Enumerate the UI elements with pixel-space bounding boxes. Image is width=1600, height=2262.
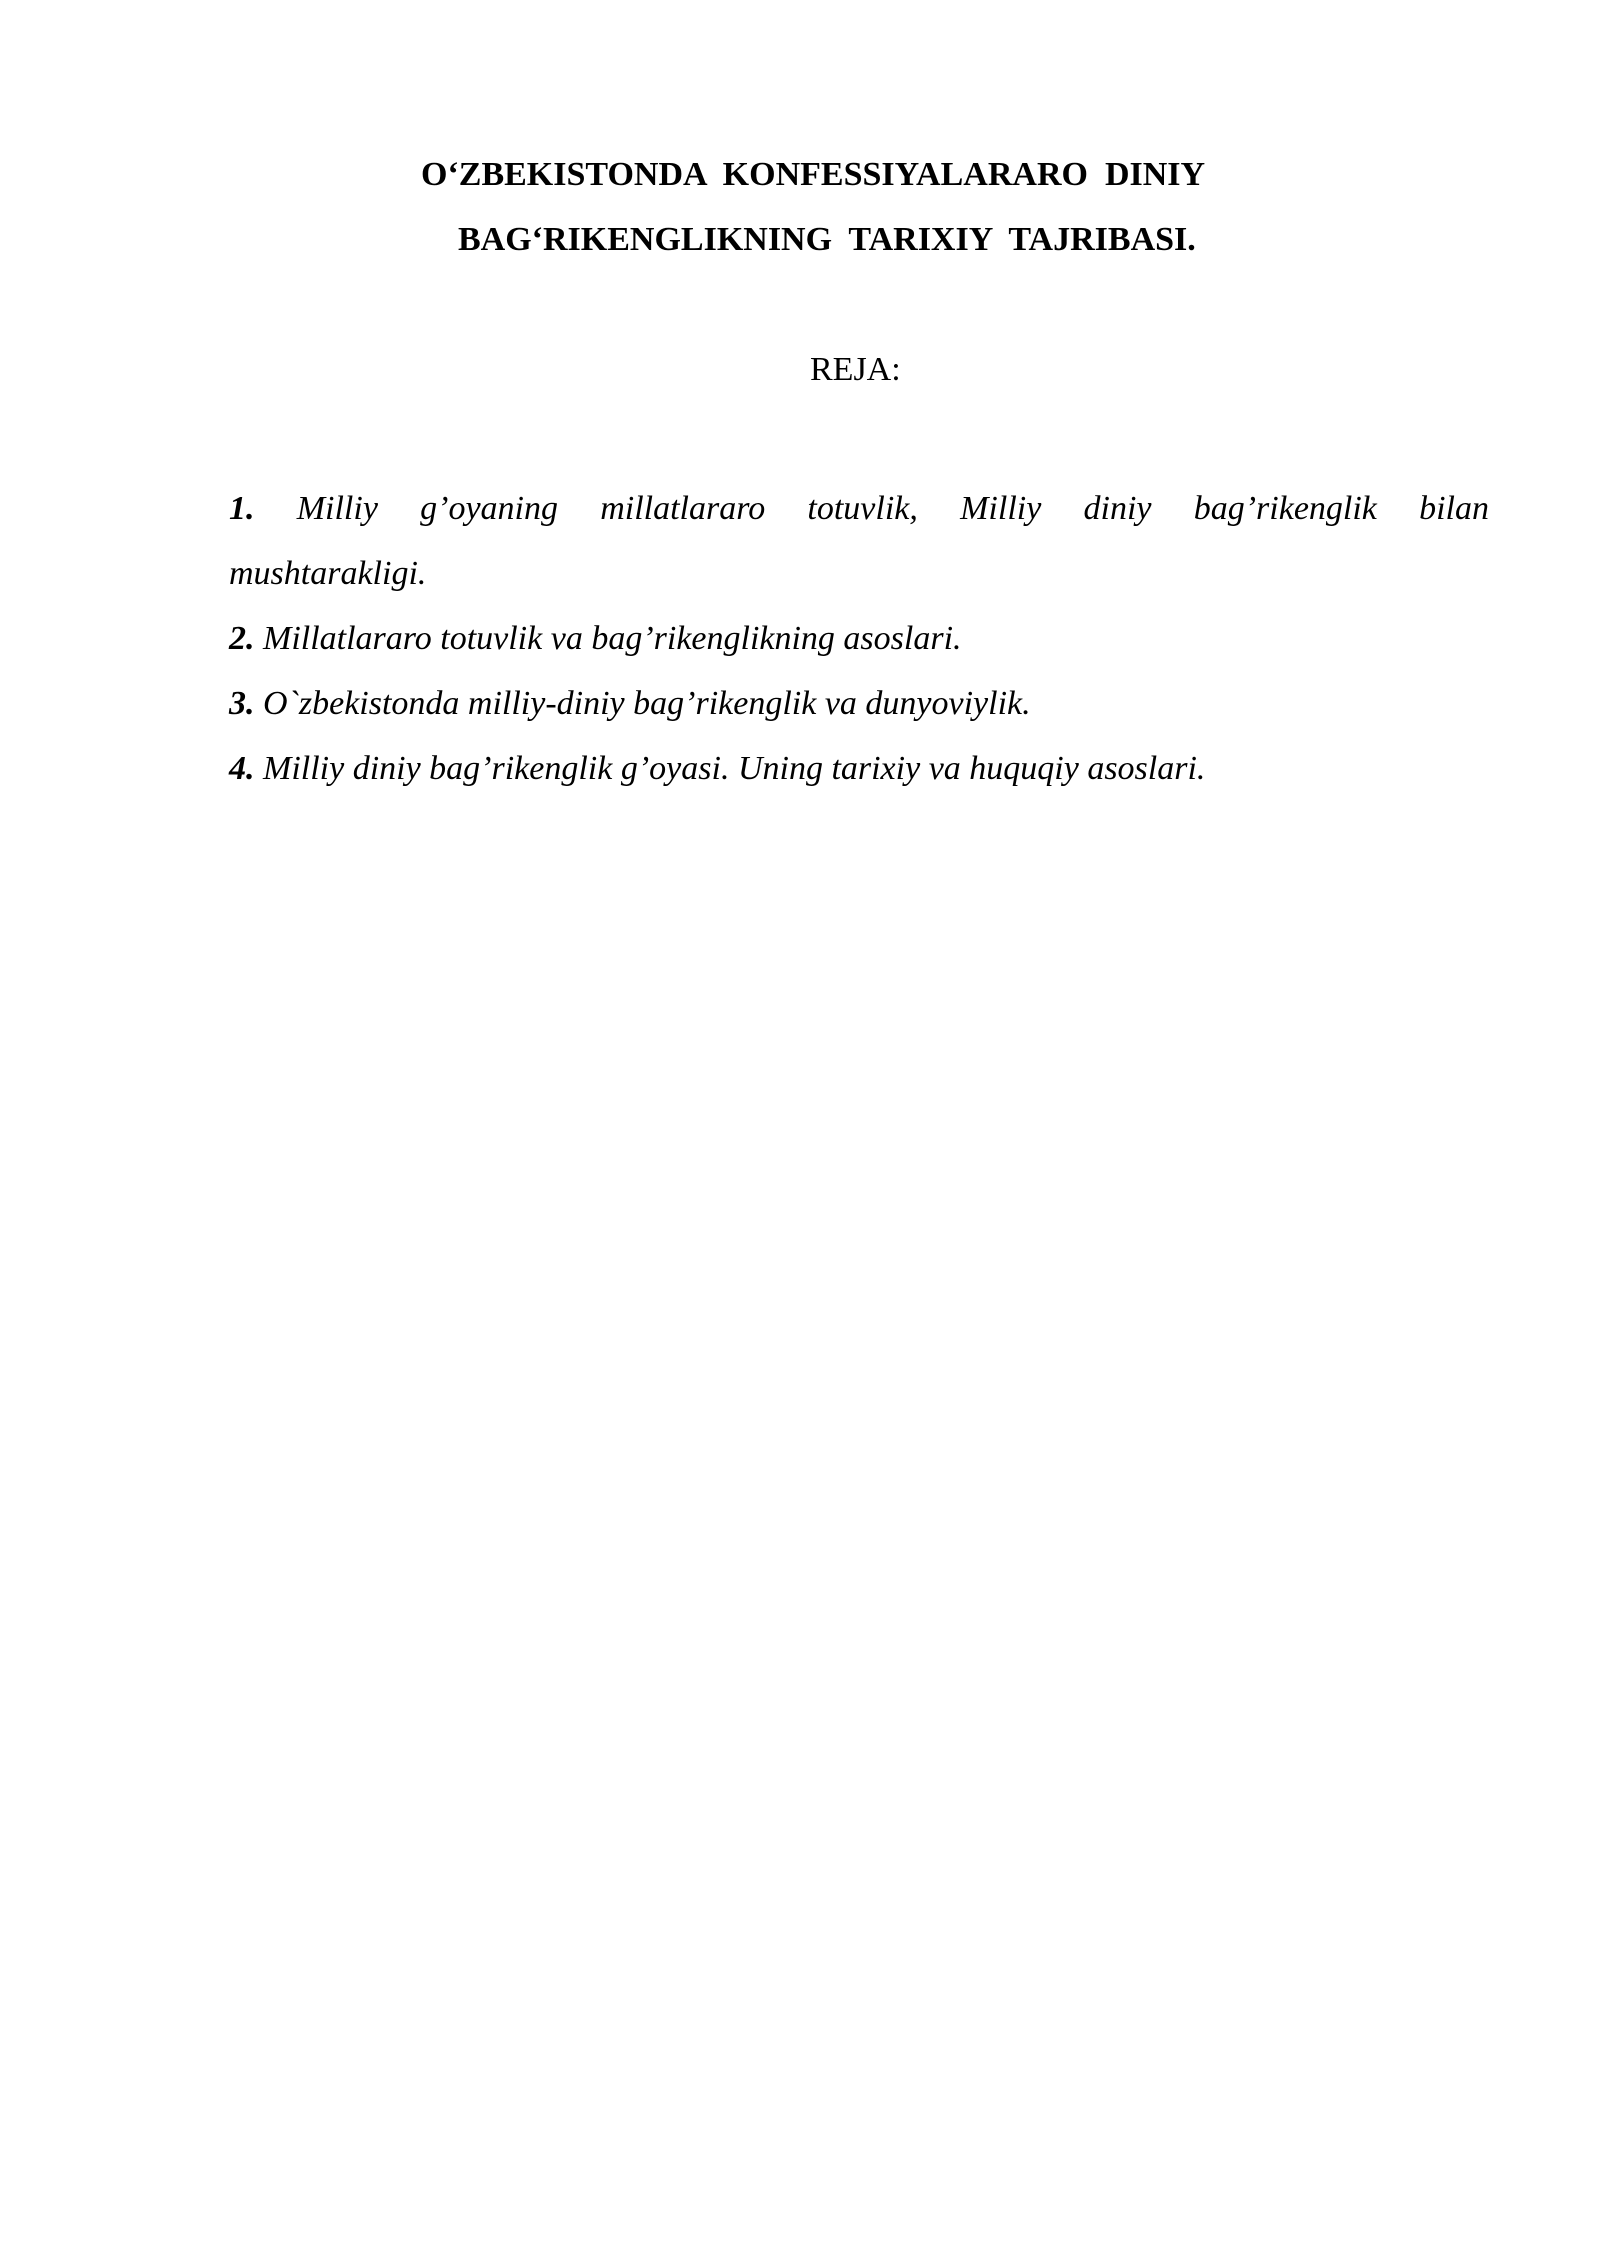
document-title-line-2: BAG‘RIKENGLIKNING TARIXIY TAJRIBASI. [458,221,1196,258]
plan-item-text-continuation: mushtarakligi. [229,555,427,592]
plan-item-number: 3. [229,685,255,722]
plan-item-text: Milliy diniy bag’rikenglik g’oyasi. Uning tarixiy va huquqiy asoslari. [263,750,1206,787]
plan-item-text: O`zbekistonda milliy-diniy bag’rikenglik va dunyoviylik. [263,685,1031,722]
plan-item-number: 1. [229,490,255,527]
plan-item-number: 4. [229,750,255,787]
plan-item-text: Milliy g’oyaning millatlararo totuvlik, Milliy diniy bag’rikenglik bilan [296,490,1489,527]
plan-item-1 [229,476,1489,606]
plan-item-3 [229,671,1489,736]
document-title-line-1: O‘ZBEKISTONDA KONFESSIYALARARO DINIY [421,156,1206,193]
plan-list [229,476,1489,801]
plan-item-1-first-line [229,476,1489,541]
plan-item-4 [229,736,1489,801]
plan-heading: REJA: [810,351,901,388]
plan-item-text: Millatlararo totuvlik va bag’rikenglikning asoslari. [263,620,962,657]
plan-item-number: 2. [229,620,255,657]
plan-item-2 [229,606,1489,671]
